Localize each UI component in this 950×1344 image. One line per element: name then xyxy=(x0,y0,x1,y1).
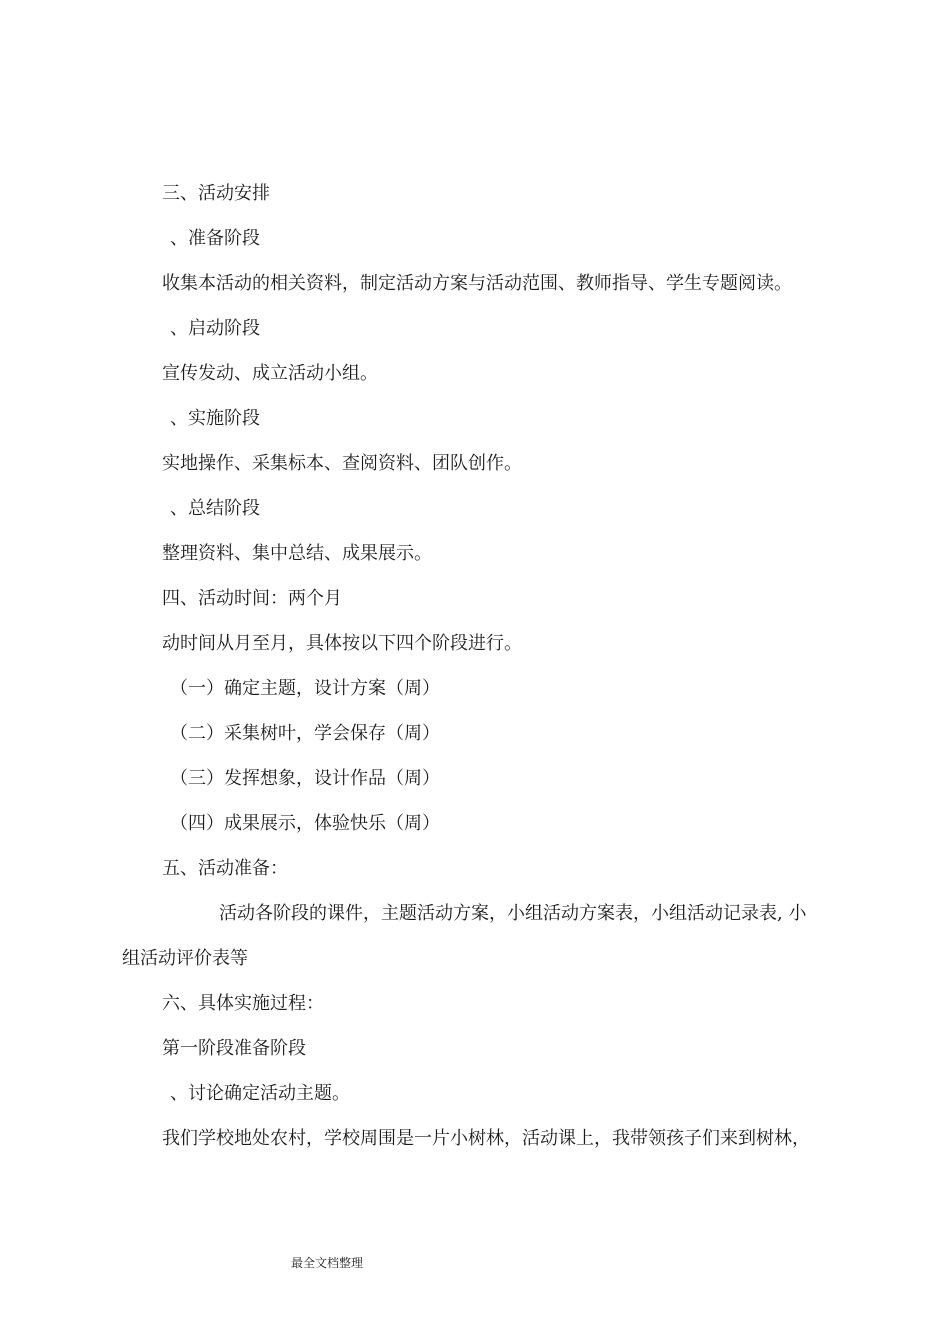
section-heading-activity-arrangement: 三、活动安排 xyxy=(162,183,270,204)
stage-heading-implementation: 、实施阶段 xyxy=(170,408,260,429)
phase-item-3: （三）发挥想象，设计作品（周） xyxy=(170,768,440,789)
paragraph-summary: 整理资料、集中总结、成果展示。 xyxy=(162,543,432,564)
section-heading-activity-preparation: 五、活动准备： xyxy=(162,858,288,879)
section-heading-implementation-process: 六、具体实施过程： xyxy=(162,993,324,1014)
paragraph-preparation: 收集本活动的相关资料，制定活动方案与活动范围、教师指导、学生专题阅读。 xyxy=(162,273,792,294)
subheading-stage-one: 第一阶段准备阶段 xyxy=(162,1038,306,1059)
phase-item-1: （一）确定主题，设计方案（周） xyxy=(170,678,440,699)
paragraph-launch: 宣传发动、成立活动小组。 xyxy=(162,363,378,384)
stage-heading-preparation: 、准备阶段 xyxy=(170,228,260,249)
phase-item-2: （二）采集树叶，学会保存（周） xyxy=(170,723,440,744)
item-discuss-theme: 、讨论确定活动主题。 xyxy=(170,1083,350,1104)
stage-heading-summary: 、总结阶段 xyxy=(170,498,260,519)
page-footer: 最全文档整理 xyxy=(291,1256,364,1270)
stage-heading-launch: 、启动阶段 xyxy=(170,318,260,339)
paragraph-activity-time: 动时间从月至月，具体按以下四个阶段进行。 xyxy=(162,633,522,654)
phase-item-4: （四）成果展示，体验快乐（周） xyxy=(170,813,440,834)
section-heading-activity-time: 四、活动时间：两个月 xyxy=(162,588,342,609)
paragraph-preparation-materials-line-2: 组活动评价表等 xyxy=(122,948,248,969)
paragraph-school-location: 我们学校地处农村，学校周围是一片小树林，活动课上，我带领孩子们来到树林， xyxy=(162,1128,810,1149)
paragraph-implementation: 实地操作、采集标本、查阅资料、团队创作。 xyxy=(162,453,522,474)
paragraph-preparation-materials-line-1: 活动各阶段的课件，主题活动方案，小组活动方案表，小组活动记录表, 小 xyxy=(219,903,807,924)
